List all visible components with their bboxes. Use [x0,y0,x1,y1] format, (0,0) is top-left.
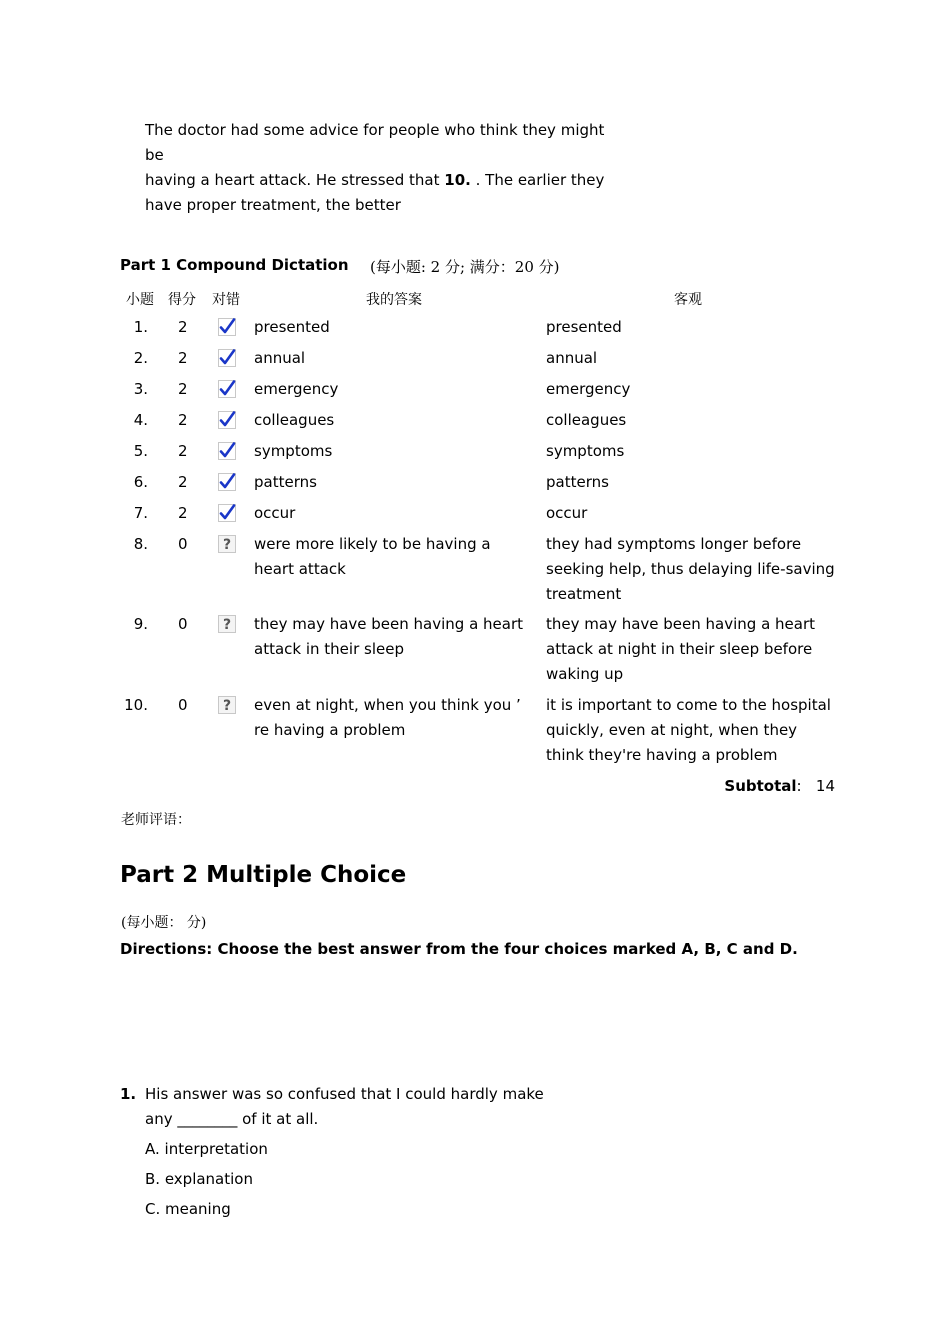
row-key-answer: patterns [546,473,609,491]
row-my-answer: were more likely to be having a heart attack [254,535,491,578]
row-key-answer: annual [546,349,598,367]
question-1-option-c[interactable]: C. meaning [145,1200,231,1218]
row-number: 5. [133,442,148,460]
question-1-number: 1. [120,1085,137,1103]
row-number: 3. [133,380,148,398]
row-score: 2 [178,504,188,522]
row-my-answer: symptoms [254,442,333,460]
row-key-answer: emergency [546,380,631,398]
row-score: 0 [178,696,188,714]
row-key-answer: symptoms [546,442,625,460]
row-number: 10. [124,696,148,714]
row-score: 2 [178,473,188,491]
header-score: 得分 [168,292,196,308]
passage [145,118,615,218]
svg-text:?: ? [222,617,232,633]
row-number: 6. [133,473,148,491]
subtotal [724,774,835,799]
header-correct: 对错 [212,292,240,308]
passage-line-3: have proper treatment, the better [145,196,401,214]
row-score: 2 [178,411,188,429]
part1-score-info: (每小题: 2 分; 满分：20 分) [370,258,560,276]
checkmark-icon [218,504,236,522]
row-score: 2 [178,349,188,367]
row-my-answer: emergency [254,380,339,398]
row-score: 2 [178,318,188,336]
subtotal-label: Subtotal [724,777,797,795]
svg-text:?: ? [222,537,232,553]
header-key: 客观 [674,292,702,308]
row-number: 7. [133,504,148,522]
part2-title: Part 2 Multiple Choice [120,862,407,888]
row-my-answer: even at night, when you think you ’ re having a problem [254,696,521,739]
passage-line-2 [145,168,615,193]
row-key-answer: occur [546,504,588,522]
row-key-answer: presented [546,318,622,336]
row-number: 8. [133,535,148,553]
question-1-option-b[interactable]: B. explanation [145,1170,253,1188]
part1-title: Part 1 Compound Dictation [120,256,349,274]
passage-line-2-after: . The earlier they [470,171,605,189]
row-my-answer: colleagues [254,411,335,429]
header-my-answer: 我的答案 [366,292,422,308]
row-key-answer: they may have been having a heart attack at night in their sleep before waking up [546,615,816,683]
checkmark-icon [218,318,236,336]
checkmark-icon [218,473,236,491]
row-my-answer: occur [254,504,296,522]
checkmark-icon [218,411,236,429]
row-my-answer: presented [254,318,330,336]
row-number: 2. [133,349,148,367]
row-number: 4. [133,411,148,429]
question-1-text: His answer was so confused that I could hardly make any ________ of it at all. [145,1085,544,1128]
passage-blank-number: 10. [444,171,471,189]
teacher-comment-label: 老师评语： [121,812,191,828]
row-number: 9. [133,615,148,633]
row-my-answer: they may have been having a heart attack in their sleep [254,615,524,658]
row-my-answer: annual [254,349,306,367]
part2-directions: Directions: Choose the best answer from the four choices marked A, B, C and D. [120,940,798,958]
passage-line-2-before: having a heart attack. He stressed that [145,171,445,189]
question-mark-icon [218,696,236,714]
svg-text:?: ? [222,698,232,714]
question-mark-icon [218,535,236,553]
row-key-answer: they had symptoms longer before seeking help, thus delaying life-saving treatment [546,535,835,603]
checkmark-icon [218,349,236,367]
checkmark-icon [218,380,236,398]
row-score: 0 [178,615,188,633]
row-my-answer: patterns [254,473,317,491]
part2-score-info: (每小题： 分) [121,915,207,931]
subtotal-sep: : [796,777,802,795]
row-key-answer: it is important to come to the hospital quickly, even at night, when they think they're having a problem [546,696,831,764]
row-score: 2 [178,380,188,398]
row-number: 1. [133,318,148,336]
question-1-option-a[interactable]: A. interpretation [145,1140,268,1158]
subtotal-value: 14 [815,777,835,795]
row-key-answer: colleagues [546,411,627,429]
row-score: 0 [178,535,188,553]
passage-line-1: The doctor had some advice for people who think they might be [145,121,605,164]
header-num: 小题 [126,292,154,308]
question-mark-icon [218,615,236,633]
row-score: 2 [178,442,188,460]
checkmark-icon [218,442,236,460]
